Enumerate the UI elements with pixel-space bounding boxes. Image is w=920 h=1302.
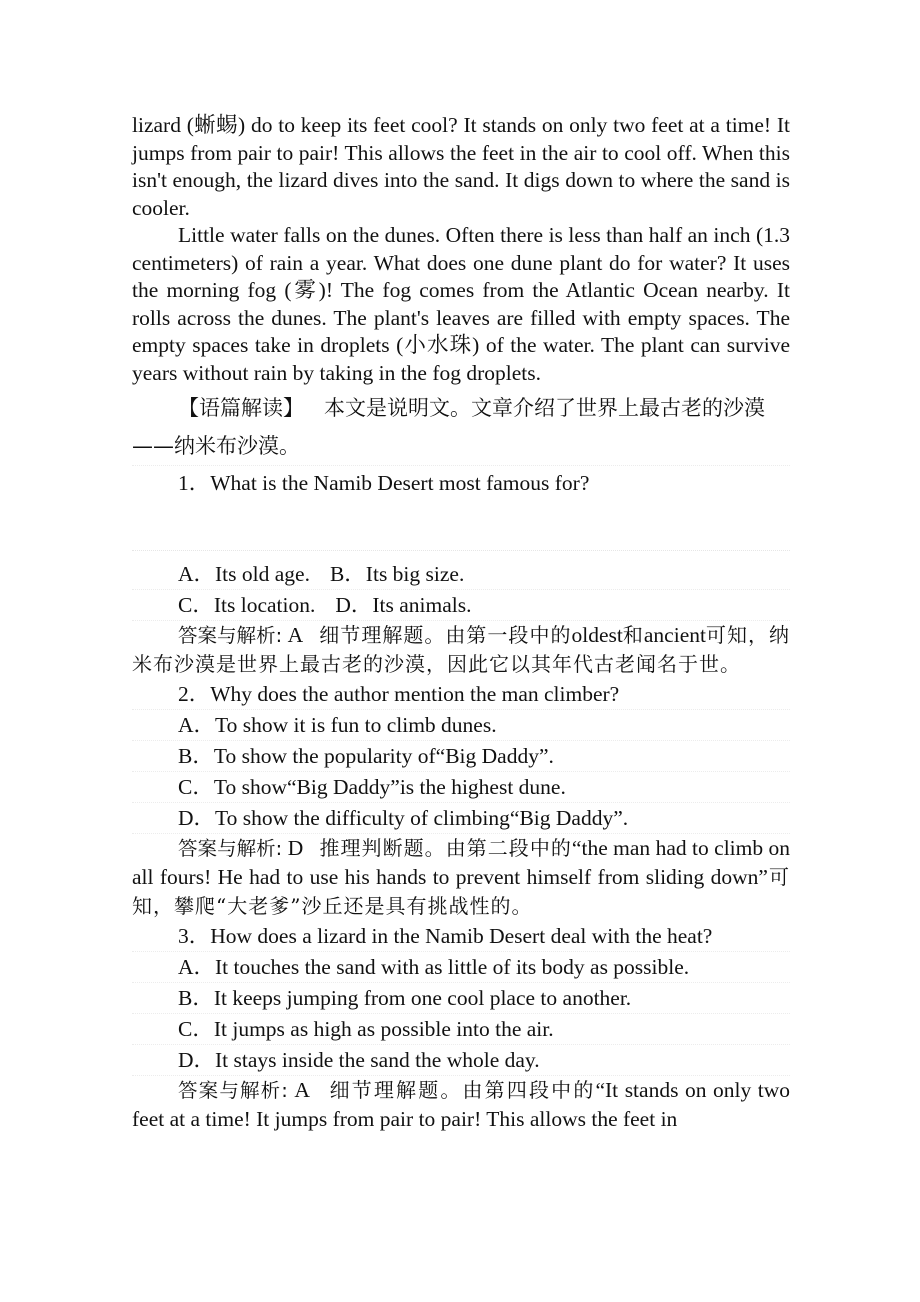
- explanation-text: 细节理解题。由第一段中的: [319, 623, 572, 647]
- question-1-stem: 1．What is the Namib Desert most famous for?: [178, 471, 590, 495]
- option-b[interactable]: B．It keeps jumping from one cool place to another.: [132, 983, 790, 1014]
- question-1-options-row-1: [132, 559, 790, 590]
- answer-gap: [132, 498, 790, 551]
- explanation-text: 可知，纳米布沙漠是世界上最古老的沙漠，因此它以其年代古老闻名于世。: [132, 623, 791, 676]
- explanation-text: 和: [622, 623, 644, 647]
- summary-text: 本文是说明文。文章介绍了世界上最古老的沙漠——纳米布沙漠。: [132, 396, 766, 458]
- summary-tag: 【语篇解读】: [178, 396, 304, 420]
- explanation-text: 可知，攀爬“大老爹”沙丘还是具有挑战性的。: [132, 865, 790, 918]
- answer-letter: A: [294, 1078, 310, 1102]
- answer-label: 答案与解析:: [178, 837, 283, 860]
- answer-label: 答案与解析:: [178, 624, 283, 647]
- option-d[interactable]: D．To show the difficulty of climbing“Big Daddy”.: [132, 803, 790, 834]
- option-b[interactable]: B．Its big size.: [329, 562, 465, 586]
- question-3-answer: [132, 1076, 790, 1134]
- question-2-stem: 2．Why does the author mention the man climber?: [132, 679, 790, 710]
- question-1-options-row-2: [132, 590, 790, 621]
- question-3-stem: 3．How does a lizard in the Namib Desert deal with the heat?: [132, 921, 790, 952]
- option-a[interactable]: A．To show it is fun to climb dunes.: [132, 710, 790, 741]
- explanation-quote: “It stands on only two feet at a time! It jumps from pair to pair! This allows the feet in: [132, 1078, 791, 1131]
- document-page: [132, 112, 790, 1134]
- answer-letter: A: [287, 623, 304, 647]
- explanation-text: 细节理解题。由第四段中的: [329, 1078, 596, 1102]
- option-c[interactable]: C．It jumps as high as possible into the air.: [132, 1014, 790, 1045]
- option-a[interactable]: A．It touches the sand with as little of its body as possible.: [132, 952, 790, 983]
- explanation-quote: ancient: [643, 623, 706, 647]
- explanation-quote: “the man had to climb on all fours! He had to use his hands to prevent himself from sliding down”: [132, 836, 791, 889]
- passage-paragraph-continued: lizard (蜥蜴) do to keep its feet cool? It stands on only two feet at a time! It jumps from pair to pair! This allows the feet in the air to cool off. When this isn't enough, the lizard dives into the sand. It digs down to where the sand is cooler.: [132, 113, 790, 220]
- option-b[interactable]: B．To show the popularity of“Big Daddy”.: [132, 741, 790, 772]
- option-a[interactable]: A．Its old age.: [178, 562, 310, 586]
- question-1-answer: [132, 621, 790, 679]
- explanation-text: 推理判断题。由第二段中的: [319, 836, 572, 860]
- passage-summary: [132, 389, 790, 466]
- answer-label: 答案与解析:: [178, 1079, 288, 1102]
- option-c[interactable]: C．To show“Big Daddy”is the highest dune.: [132, 772, 790, 803]
- option-d[interactable]: D．It stays inside the sand the whole day.: [132, 1045, 790, 1076]
- question-2-answer: [132, 834, 790, 921]
- option-c[interactable]: C．Its location.: [178, 593, 316, 617]
- explanation-quote: oldest: [571, 623, 623, 647]
- option-d[interactable]: D．Its animals.: [335, 593, 472, 617]
- answer-letter: D: [287, 836, 304, 860]
- passage-paragraph-2: Little water falls on the dunes. Often there is less than half an inch (1.3 centimeters) of rain a year. What does one dune plant do for water? It uses the morning fog (雾)! The fog comes from the Atlantic Ocean nearby. It rolls across the dunes. The plant's leaves are filled with empty spaces. The empty spaces take in droplets (小水珠) of the water. The plant can survive years without rain by taking in the fog droplets.: [132, 223, 790, 385]
